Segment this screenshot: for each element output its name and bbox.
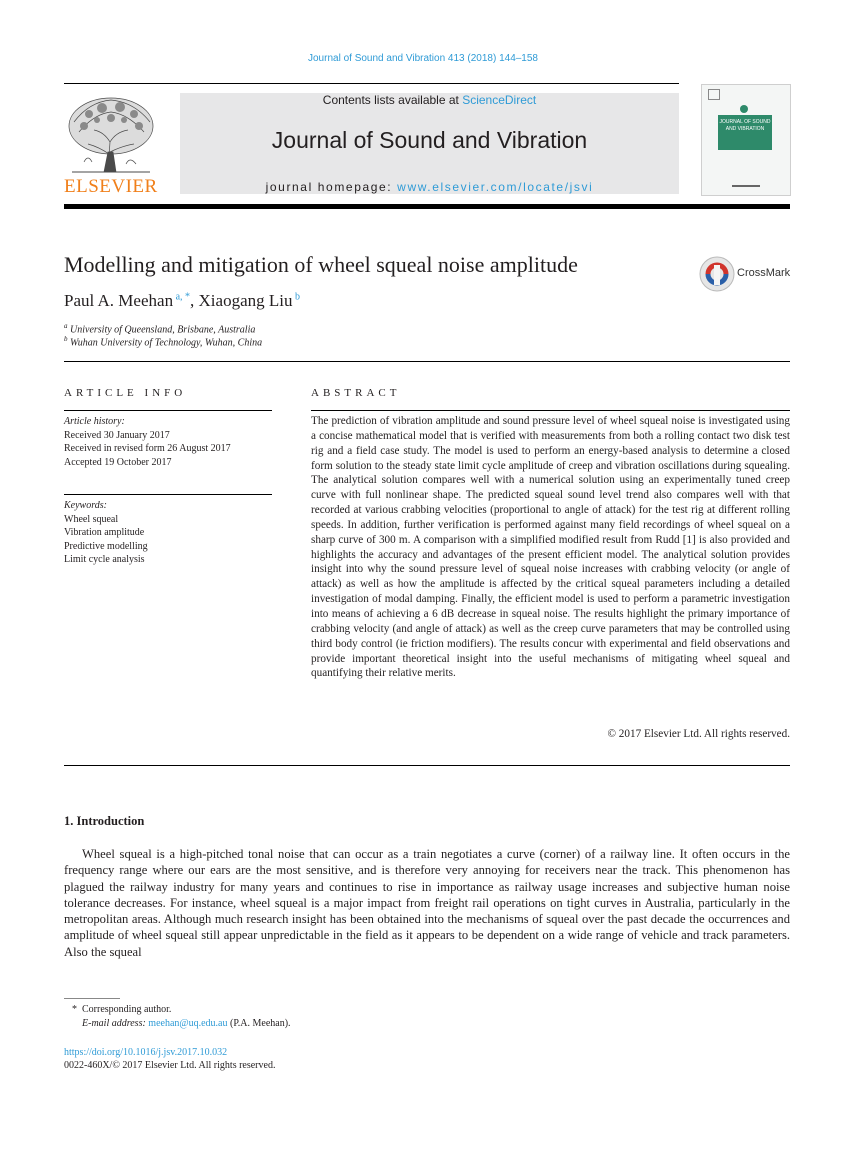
homepage-link[interactable]: www.elsevier.com/locate/jsvi — [397, 180, 594, 194]
history-revised: Received in revised form 26 August 2017 — [64, 443, 231, 454]
publisher-name: ELSEVIER — [64, 176, 158, 197]
crossmark-icon — [699, 256, 735, 292]
header-bottom-rule — [64, 204, 790, 209]
sciencedirect-link[interactable]: ScienceDirect — [462, 93, 537, 107]
history-accepted: Accepted 19 October 2017 — [64, 456, 172, 468]
keywords-block — [64, 499, 294, 567]
elsevier-logo — [64, 92, 158, 196]
article-history — [64, 415, 294, 469]
abstract-heading: ABSTRACT — [311, 387, 401, 399]
email-link[interactable]: meehan@uq.edu.au — [148, 1018, 228, 1029]
issn-line: 0022-460X/© 2017 Elsevier Ltd. All rights reserved. — [64, 1060, 276, 1071]
doi-link[interactable]: https://doi.org/10.1016/j.jsv.2017.10.032 — [64, 1047, 228, 1058]
cover-logo-icon — [708, 89, 720, 100]
article-title: Modelling and mitigation of wheel squeal noise amplitude — [64, 252, 578, 277]
keyword: Predictive modelling — [64, 540, 148, 552]
elsevier-tree-icon — [64, 92, 158, 174]
header-top-rule — [64, 83, 679, 84]
intro-paragraph: Wheel squeal is a high-pitched tonal noise that can occur as a train negotiates a curve (corner) of a railway line. It often occurs in the frequency range where our ears are the most sensitive, and is therefore very annoying for receivers near the track. This phenomenon has plagued the railway industry for many years and continues to rise in importance as railway usage increases and subjective human noise tolerance decreases. For instance, wheel squeal is a major impact from freight rail operations on tight curves in Australia, particularly in the metropolitan areas. Although much research insight has been obtained into the mechanisms of squeal over the past decade the occurrences and amplitude of wheel squeal still appear unpredictable in the field as it appears to be dependent on a wide range of vehicle and track parameters. Also the squeal — [64, 847, 790, 959]
keyword: Limit cycle analysis — [64, 554, 145, 565]
keyword: Wheel squeal — [64, 513, 119, 525]
cover-journal-title: JOURNAL OF SOUND AND VIBRATION — [718, 115, 772, 150]
author-list: Paul A. Meehan $^{a, *}$, Xiaogang Liu $^b$ — [64, 291, 300, 310]
footnote-rule — [64, 998, 120, 999]
contents-line: Contents lists available at ScienceDirect — [322, 93, 537, 107]
keyword: Vibration amplitude — [64, 527, 145, 538]
article-info-heading: ARTICLE INFO — [64, 387, 187, 399]
journal-title: Journal of Sound and Vibration — [271, 127, 588, 153]
keywords-label: Keywords: — [64, 500, 107, 511]
author-name[interactable]: Paul A. Meehan — [64, 291, 174, 310]
section-heading: 1. Introduction — [64, 814, 145, 828]
journal-cover-thumbnail[interactable] — [701, 84, 791, 196]
cover-emblem-icon — [740, 105, 748, 113]
affiliation: $^b$ Wuhan University of Technology, Wuhan, China — [64, 335, 263, 349]
author-name[interactable]: Xiaogang Liu — [198, 291, 293, 310]
divider — [64, 361, 790, 362]
cover-imprint — [732, 185, 760, 187]
crossmark-label: CrossMark — [737, 267, 791, 279]
history-received: Received 30 January 2017 — [64, 429, 170, 441]
affiliation: $^a$ University of Queensland, Brisbane, Australia — [64, 322, 256, 336]
divider — [64, 494, 272, 495]
divider — [64, 410, 272, 411]
divider — [311, 410, 790, 411]
abstract-copyright: © 2017 Elsevier Ltd. All rights reserved. — [607, 728, 790, 740]
history-label: Article history: — [64, 416, 125, 427]
author-affiliation-marks[interactable]: a, * — [175, 291, 191, 303]
footnote-corresponding: * Corresponding author. — [72, 1004, 172, 1015]
divider — [64, 765, 790, 766]
author-affiliation-marks[interactable]: b — [294, 291, 300, 303]
abstract-text: The prediction of vibration amplitude and sound pressure level of wheel squeal noise is investigated using a concise mathematical model that is verified with measurements from both a rolling contact two disk test rig and a field case study. The model is used to perform an energy-based analysis to determine a closed form solution to the steady state limit cycle amplitude of creep and vibration oscillations during squealing. The analytical solution compares well with a numerical solution using an experimentally tuned creep curve with full nonlinear shape. The predicted squeal sound level trend also compares well with that recorded at various crabbing velocities (proportional to angle of attack) for the test rig at different rolling speeds. In addition, further verification is performed against many field recordings of wheel squeal on a sharp curve of 300 m. A comparison with a simplified modified result from Rudd [1] is also provided and highlights the accuracy and advantages of the present efficient model. The analytical solution provides insight into why the sound pressure level of squeal noise increases with crabbing velocity (or angle of attack) as well as how the amplitude is affected by the critical squeal parameters including a detailed investigation of modal damping. Finally, the efficient model is used to perform a parametric investigation into means of achieving a 6 dB decrease in squeal noise. The results highlight the primary importance of crabbing velocity (and angle of attack) as well as the creep curve parameters that may be controlled using third body control (ie friction modifiers). The results concur with experimental and field observations and provide important theoretical insight into the useful mechanisms of mitigating wheel squeal and quantifying their relative merits. — [311, 415, 790, 680]
journal-citation[interactable]: Journal of Sound and Vibration 413 (2018) 144–158 — [308, 53, 538, 64]
homepage-line: journal homepage: www.elsevier.com/locate/jsvi — [265, 180, 594, 194]
footnote-email: E-mail address: meehan@uq.edu.au (P.A. Meehan). — [82, 1018, 291, 1029]
crossmark-badge[interactable] — [699, 256, 791, 292]
